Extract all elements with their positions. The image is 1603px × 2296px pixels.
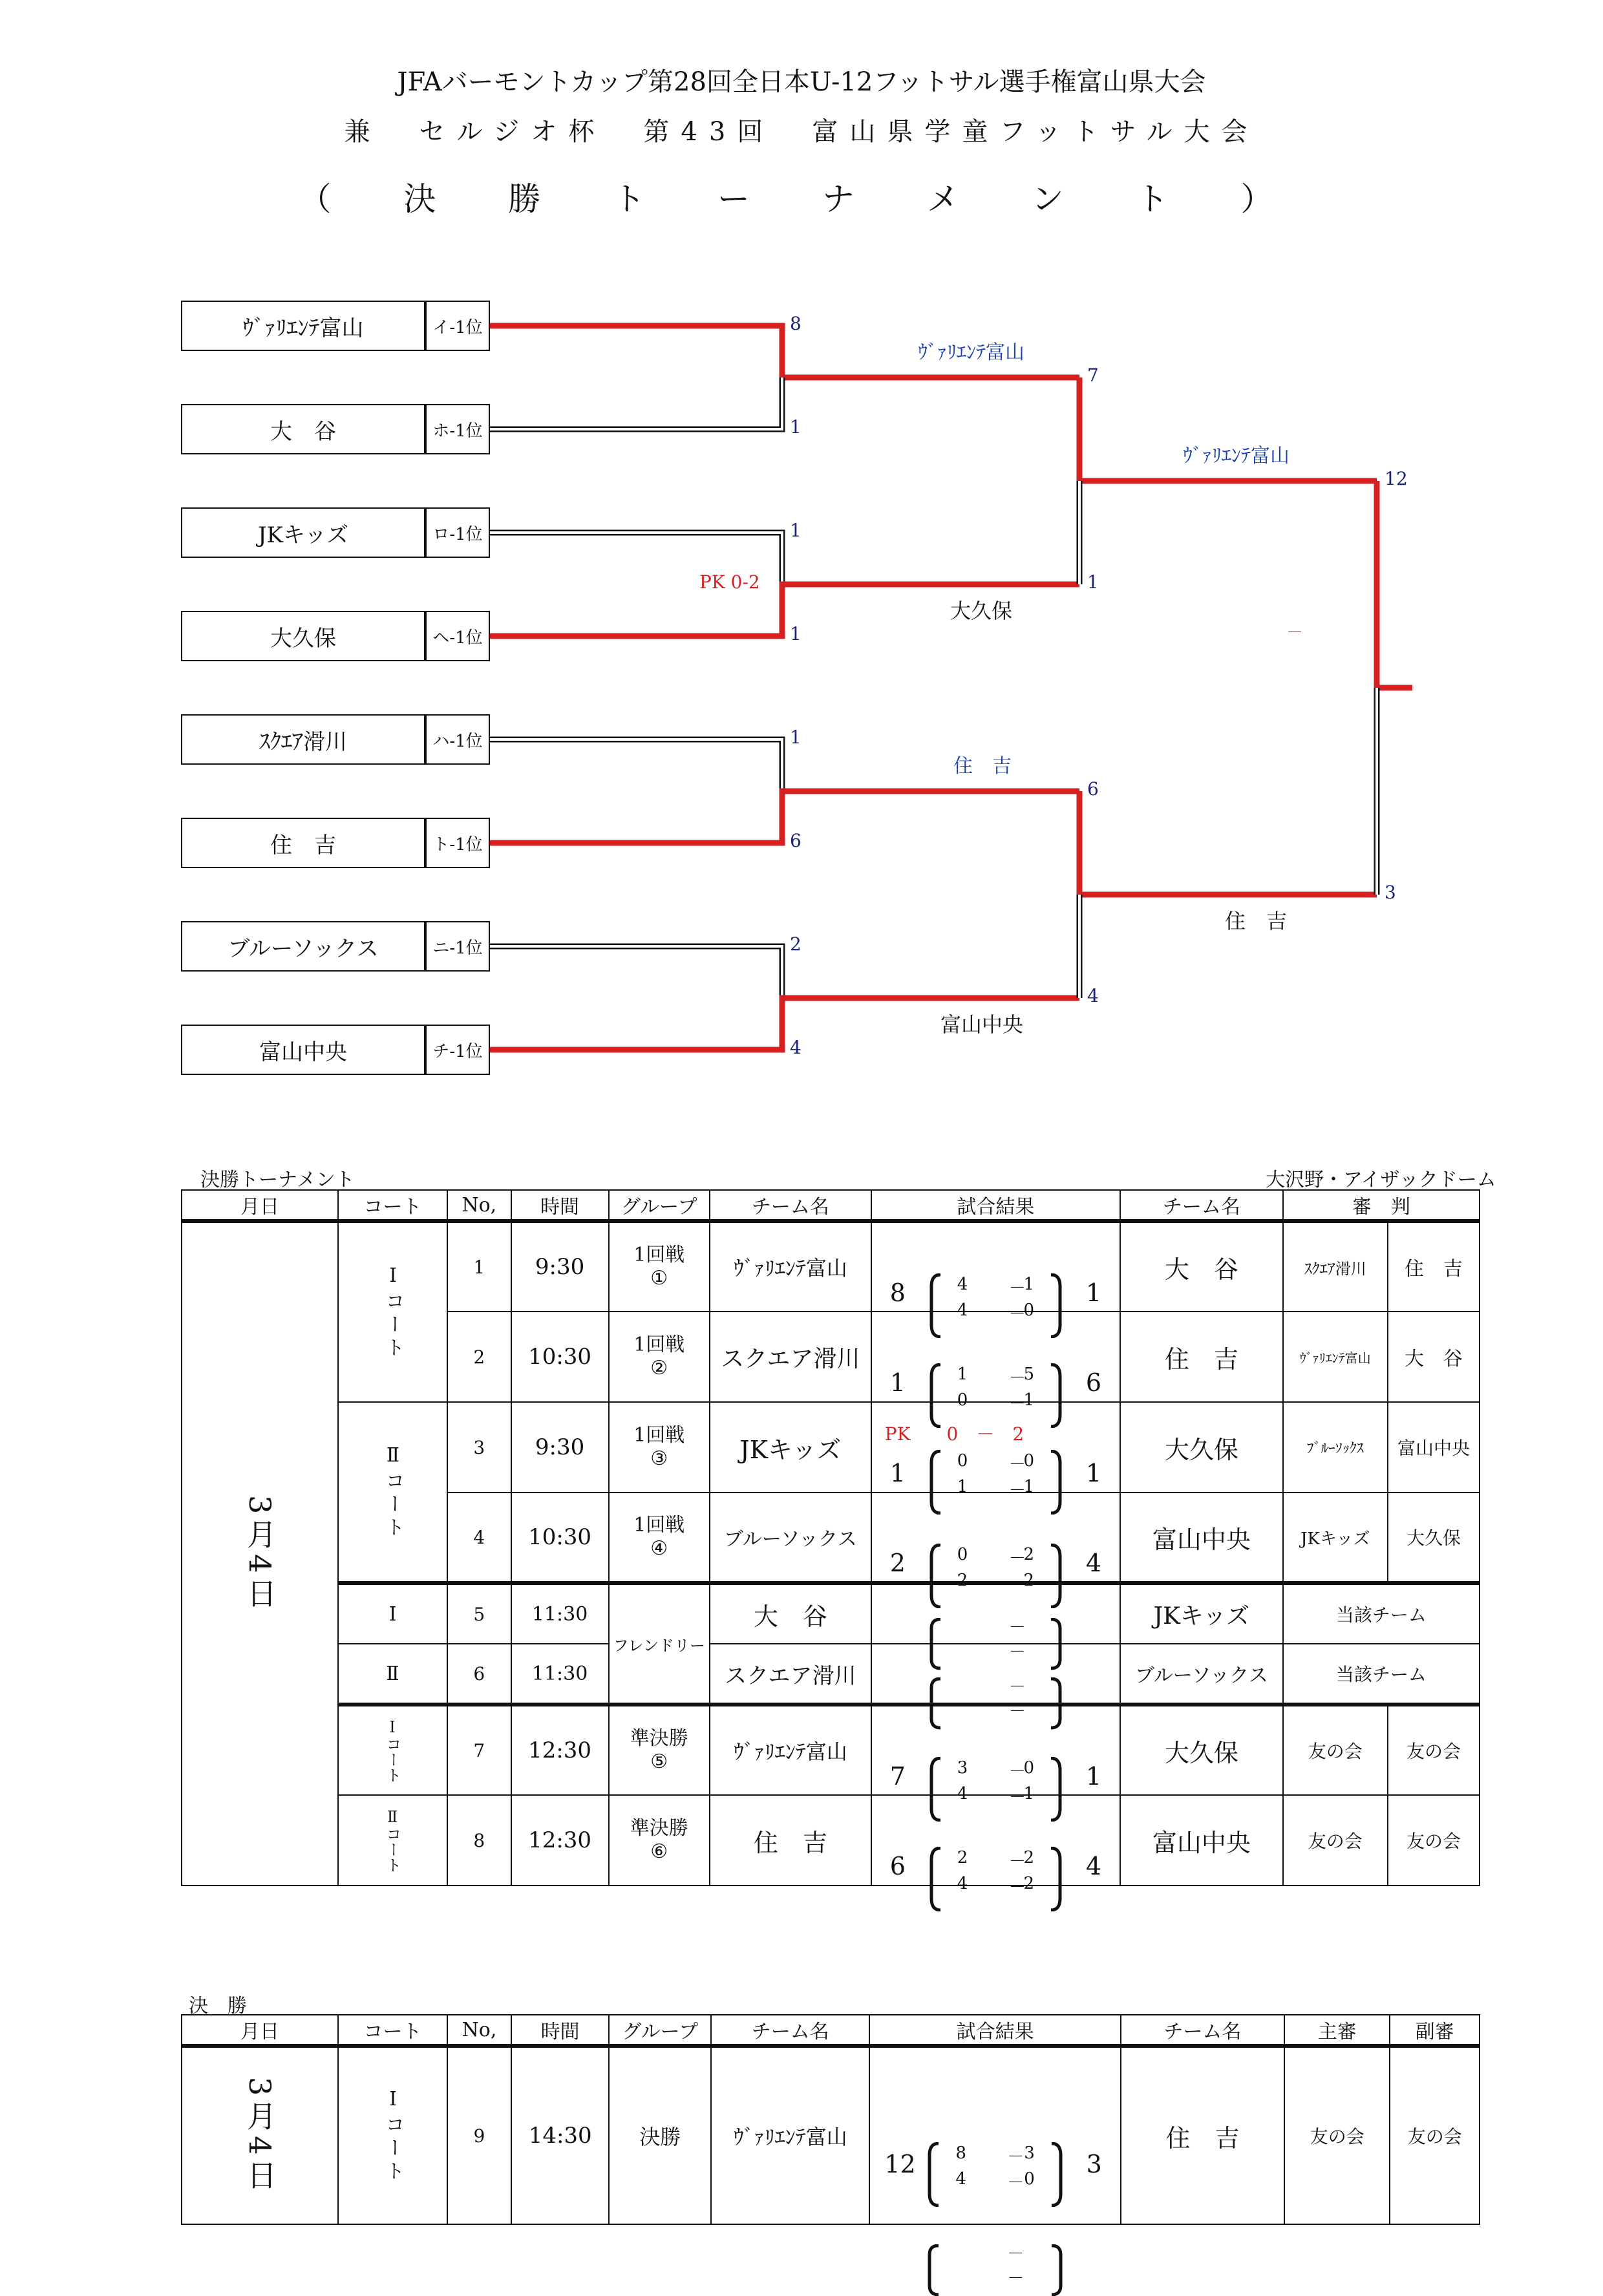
- header-group: グループ: [609, 1190, 710, 1221]
- match-time: 10:30: [511, 1493, 609, 1583]
- score-r1-5: 1: [790, 727, 802, 748]
- semi1-loser-score: 1: [1087, 571, 1099, 593]
- referee-2: 友の会: [1388, 1705, 1480, 1795]
- court-cell: Ⅰコート: [338, 1705, 447, 1795]
- header-court: コート: [338, 1190, 447, 1221]
- home-team: JKキッズ: [710, 1402, 871, 1493]
- title-line-3: （ 決 勝 ト ー ナ メ ン ト ）: [299, 180, 1304, 218]
- semi1-winner-name: ｳﾞｧﾘｴﾝﾃ富山: [918, 341, 1024, 364]
- score-r1-2: 1: [790, 416, 802, 438]
- home-team: 住 吉: [710, 1795, 871, 1886]
- schedule-table: [181, 1189, 1480, 1897]
- final-loser-score: 3: [1385, 882, 1396, 903]
- match-result: 2 0 － 2 2 － 2 4: [871, 1493, 1120, 1583]
- away-team: 住 吉: [1121, 2046, 1284, 2224]
- score-r1-7: 2: [790, 933, 802, 955]
- match-time: 11:30: [511, 1644, 609, 1705]
- away-team: 大 谷: [1120, 1221, 1283, 1312]
- match-time: 11:30: [511, 1583, 609, 1644]
- match-no: 6: [447, 1644, 511, 1705]
- header-no: No,: [447, 2015, 511, 2046]
- seed-box-4: ヘ-1位: [425, 611, 490, 661]
- team-box-2: 大 谷: [181, 404, 425, 454]
- date-cell: 3月4日: [182, 1221, 338, 1886]
- match-time: 12:30: [511, 1795, 609, 1886]
- team-box-5: ｽｸｴｱ滑川: [181, 714, 425, 765]
- team-box-6: 住 吉: [181, 818, 425, 868]
- bracket-dash: －: [1286, 623, 1304, 643]
- table1-caption: 決勝トーナメント: [200, 1169, 355, 1191]
- final-loser-name: 住 吉: [1225, 909, 1288, 933]
- seed-box-5: ハ-1位: [425, 714, 490, 765]
- bracket-win-path: [1377, 481, 1412, 688]
- bracket-win-path: [490, 791, 1079, 843]
- court-cell: Ⅱコート: [338, 1402, 447, 1583]
- header-referee: 審 判: [1283, 1190, 1480, 1221]
- semi1-loser-name: 大久保: [950, 599, 1013, 623]
- header-team-away: チーム名: [1120, 1190, 1283, 1221]
- bracket-win-path: [490, 326, 782, 377]
- referee-1: ｳﾞｧﾘｴﾝﾃ富山: [1283, 1312, 1388, 1402]
- match-group: 1回戦 ②: [609, 1312, 710, 1402]
- score-r1-1: 8: [790, 313, 802, 334]
- court-cell: Ⅰコート: [338, 2046, 447, 2224]
- match-group: 準決勝 ⑥: [609, 1795, 710, 1886]
- referee: 当該チーム: [1283, 1644, 1480, 1705]
- bracket-win-path: [1079, 791, 1377, 895]
- pk-note: PK 0-2: [699, 571, 760, 593]
- referee-1: 友の会: [1283, 1705, 1388, 1795]
- header-team-home: チーム名: [711, 2015, 869, 2046]
- table-row: [182, 1644, 1480, 1705]
- table-row: [182, 1795, 1480, 1886]
- referee-2: 富山中央: [1388, 1402, 1480, 1493]
- referee-1: 友の会: [1283, 1795, 1388, 1886]
- referee: 当該チーム: [1283, 1583, 1480, 1644]
- score-r1-6: 6: [790, 830, 802, 851]
- match-group: 1回戦 ④: [609, 1493, 710, 1583]
- match-group: 1回戦 ③: [609, 1402, 710, 1493]
- table-row: [182, 1402, 1480, 1493]
- match-no: 7: [447, 1705, 511, 1795]
- header-main-referee: 主審: [1284, 2015, 1390, 2046]
- away-team: 富山中央: [1120, 1493, 1283, 1583]
- match-result: 7 3 － 0 4 － 1 1: [871, 1705, 1120, 1795]
- court-cell: Ⅰ: [338, 1583, 447, 1644]
- semi2-winner-name: 住 吉: [953, 755, 1012, 778]
- match-group: 準決勝 ⑤: [609, 1705, 710, 1795]
- semi2-winner-score: 6: [1087, 778, 1099, 800]
- header-assistant-referee: 副審: [1390, 2015, 1480, 2046]
- header-no: No,: [447, 1190, 511, 1221]
- table1-venue: 大沢野・アイザックドーム: [1266, 1169, 1496, 1191]
- table-row: [182, 1221, 1480, 1312]
- referee-1: 友の会: [1284, 2046, 1390, 2224]
- score-r1-8: 4: [790, 1037, 802, 1058]
- home-team: ブルーソックス: [710, 1493, 871, 1583]
- header-group: グループ: [609, 2015, 711, 2046]
- referee-2: 住 吉: [1388, 1221, 1480, 1312]
- seed-box-8: チ-1位: [425, 1025, 490, 1075]
- away-team: JKキッズ: [1120, 1583, 1283, 1644]
- team-box-7: ブルーソックス: [181, 921, 425, 972]
- seed-box-7: ニ-1位: [425, 921, 490, 972]
- table-row: [182, 1705, 1480, 1795]
- pk-result: PK 0 － 2: [884, 1423, 1024, 1445]
- table2-header-row: [182, 2015, 1480, 2046]
- away-team: 住 吉: [1120, 1312, 1283, 1402]
- home-team: ｳﾞｧﾘｴﾝﾃ富山: [711, 2046, 869, 2224]
- match-time: 14:30: [511, 2046, 610, 2224]
- final-table: [181, 2014, 1480, 2288]
- court-cell: Ⅱコート: [338, 1795, 447, 1886]
- match-group: フレンドリー: [609, 1583, 710, 1705]
- match-no: 9: [447, 2046, 511, 2224]
- home-team: スクエア滑川: [710, 1312, 871, 1402]
- header-team-away: チーム名: [1121, 2015, 1284, 2046]
- final-winner-name: ｳﾞｧﾘｴﾝﾃ富山: [1183, 445, 1290, 467]
- away-team: 大久保: [1120, 1705, 1283, 1795]
- match-no: 8: [447, 1795, 511, 1886]
- team-box-3: JKキッズ: [181, 507, 425, 558]
- match-group: 決勝: [609, 2046, 711, 2224]
- header-time: 時間: [511, 1190, 609, 1221]
- court-cell: Ⅱ: [338, 1644, 447, 1705]
- referee-1: ｽｸｴｱ滑川: [1283, 1221, 1388, 1312]
- referee-2: 友の会: [1388, 1795, 1480, 1886]
- team-box-1: ｳﾞｧﾘｴﾝﾃ富山: [181, 301, 425, 351]
- table2-caption: 決 勝: [189, 1995, 247, 2017]
- score-r1-4: 1: [790, 623, 802, 644]
- seed-box-1: イ-1位: [425, 301, 490, 351]
- match-no: 4: [447, 1493, 511, 1583]
- match-result: 6 2 － 2 4 － 2 4: [871, 1795, 1120, 1886]
- match-result: 1 0 － 0 1 － 1 1 PK 0 － 2: [871, 1402, 1120, 1493]
- match-result: 12 8 － 3 4 － 0 3 － －: [869, 2046, 1120, 2224]
- match-time: 9:30: [511, 1402, 609, 1493]
- semi2-loser-score: 4: [1087, 985, 1099, 1006]
- match-result: 8 4 － 1 4 － 0 1: [871, 1221, 1120, 1312]
- referee-2: 友の会: [1390, 2046, 1480, 2224]
- away-team: ブルーソックス: [1120, 1644, 1283, 1705]
- seed-box-6: ト-1位: [425, 818, 490, 868]
- match-result: － －: [871, 1644, 1120, 1705]
- match-no: 1: [447, 1221, 511, 1312]
- home-team: ｳﾞｧﾘｴﾝﾃ富山: [710, 1705, 871, 1795]
- match-result: － －: [871, 1583, 1120, 1644]
- match-no: 2: [447, 1312, 511, 1402]
- court-cell: Ⅰコート: [338, 1221, 447, 1402]
- table-row: [182, 1583, 1480, 1644]
- table1-header-row: [182, 1190, 1480, 1221]
- match-no: 5: [447, 1583, 511, 1644]
- date-cell: 3月4日: [182, 2046, 338, 2224]
- header-result: 試合結果: [869, 2015, 1120, 2046]
- match-group: 1回戦 ①: [609, 1221, 710, 1312]
- table-row: [182, 2046, 1480, 2224]
- header-court: コート: [338, 2015, 447, 2046]
- header-date: 月日: [182, 1190, 338, 1221]
- referee-1: JKキッズ: [1283, 1493, 1388, 1583]
- home-team: ｳﾞｧﾘｴﾝﾃ富山: [710, 1221, 871, 1312]
- team-box-4: 大久保: [181, 611, 425, 661]
- bracket-lose-path: [490, 946, 782, 998]
- match-time: 9:30: [511, 1221, 609, 1312]
- bracket-lose-path: [490, 377, 782, 429]
- title-line-1: JFAバーモントカップ第28回全日本U-12フットサル選手権富山県大会: [397, 67, 1206, 97]
- home-team: 大 谷: [710, 1583, 871, 1644]
- referee-2: 大 谷: [1388, 1312, 1480, 1402]
- header-team-home: チーム名: [710, 1190, 871, 1221]
- seed-box-3: ロ-1位: [425, 507, 490, 558]
- score-r1-3: 1: [790, 520, 802, 541]
- match-result: 1 1 － 5 0 － 1 6: [871, 1312, 1120, 1402]
- match-time: 12:30: [511, 1705, 609, 1795]
- match-time: 10:30: [511, 1312, 609, 1402]
- away-team: 富山中央: [1120, 1795, 1283, 1886]
- referee-2: 大久保: [1388, 1493, 1480, 1583]
- home-team: スクエア滑川: [710, 1644, 871, 1705]
- semi2-loser-name: 富山中央: [940, 1012, 1024, 1037]
- header-date: 月日: [182, 2015, 338, 2046]
- bracket-lose-path: [490, 739, 782, 791]
- team-box-8: 富山中央: [181, 1025, 425, 1075]
- title-line-2: 兼 セルジオ杯 第43回 富山県学童フットサル大会: [344, 117, 1259, 147]
- referee-1: ﾌﾞﾙｰｿｯｸｽ: [1283, 1402, 1388, 1493]
- final-winner-score: 12: [1385, 468, 1408, 489]
- match-no: 3: [447, 1402, 511, 1493]
- away-team: 大久保: [1120, 1402, 1283, 1493]
- header-time: 時間: [511, 2015, 610, 2046]
- semi1-winner-score: 7: [1087, 365, 1099, 386]
- seed-box-2: ホ-1位: [425, 404, 490, 454]
- header-result: 試合結果: [871, 1190, 1120, 1221]
